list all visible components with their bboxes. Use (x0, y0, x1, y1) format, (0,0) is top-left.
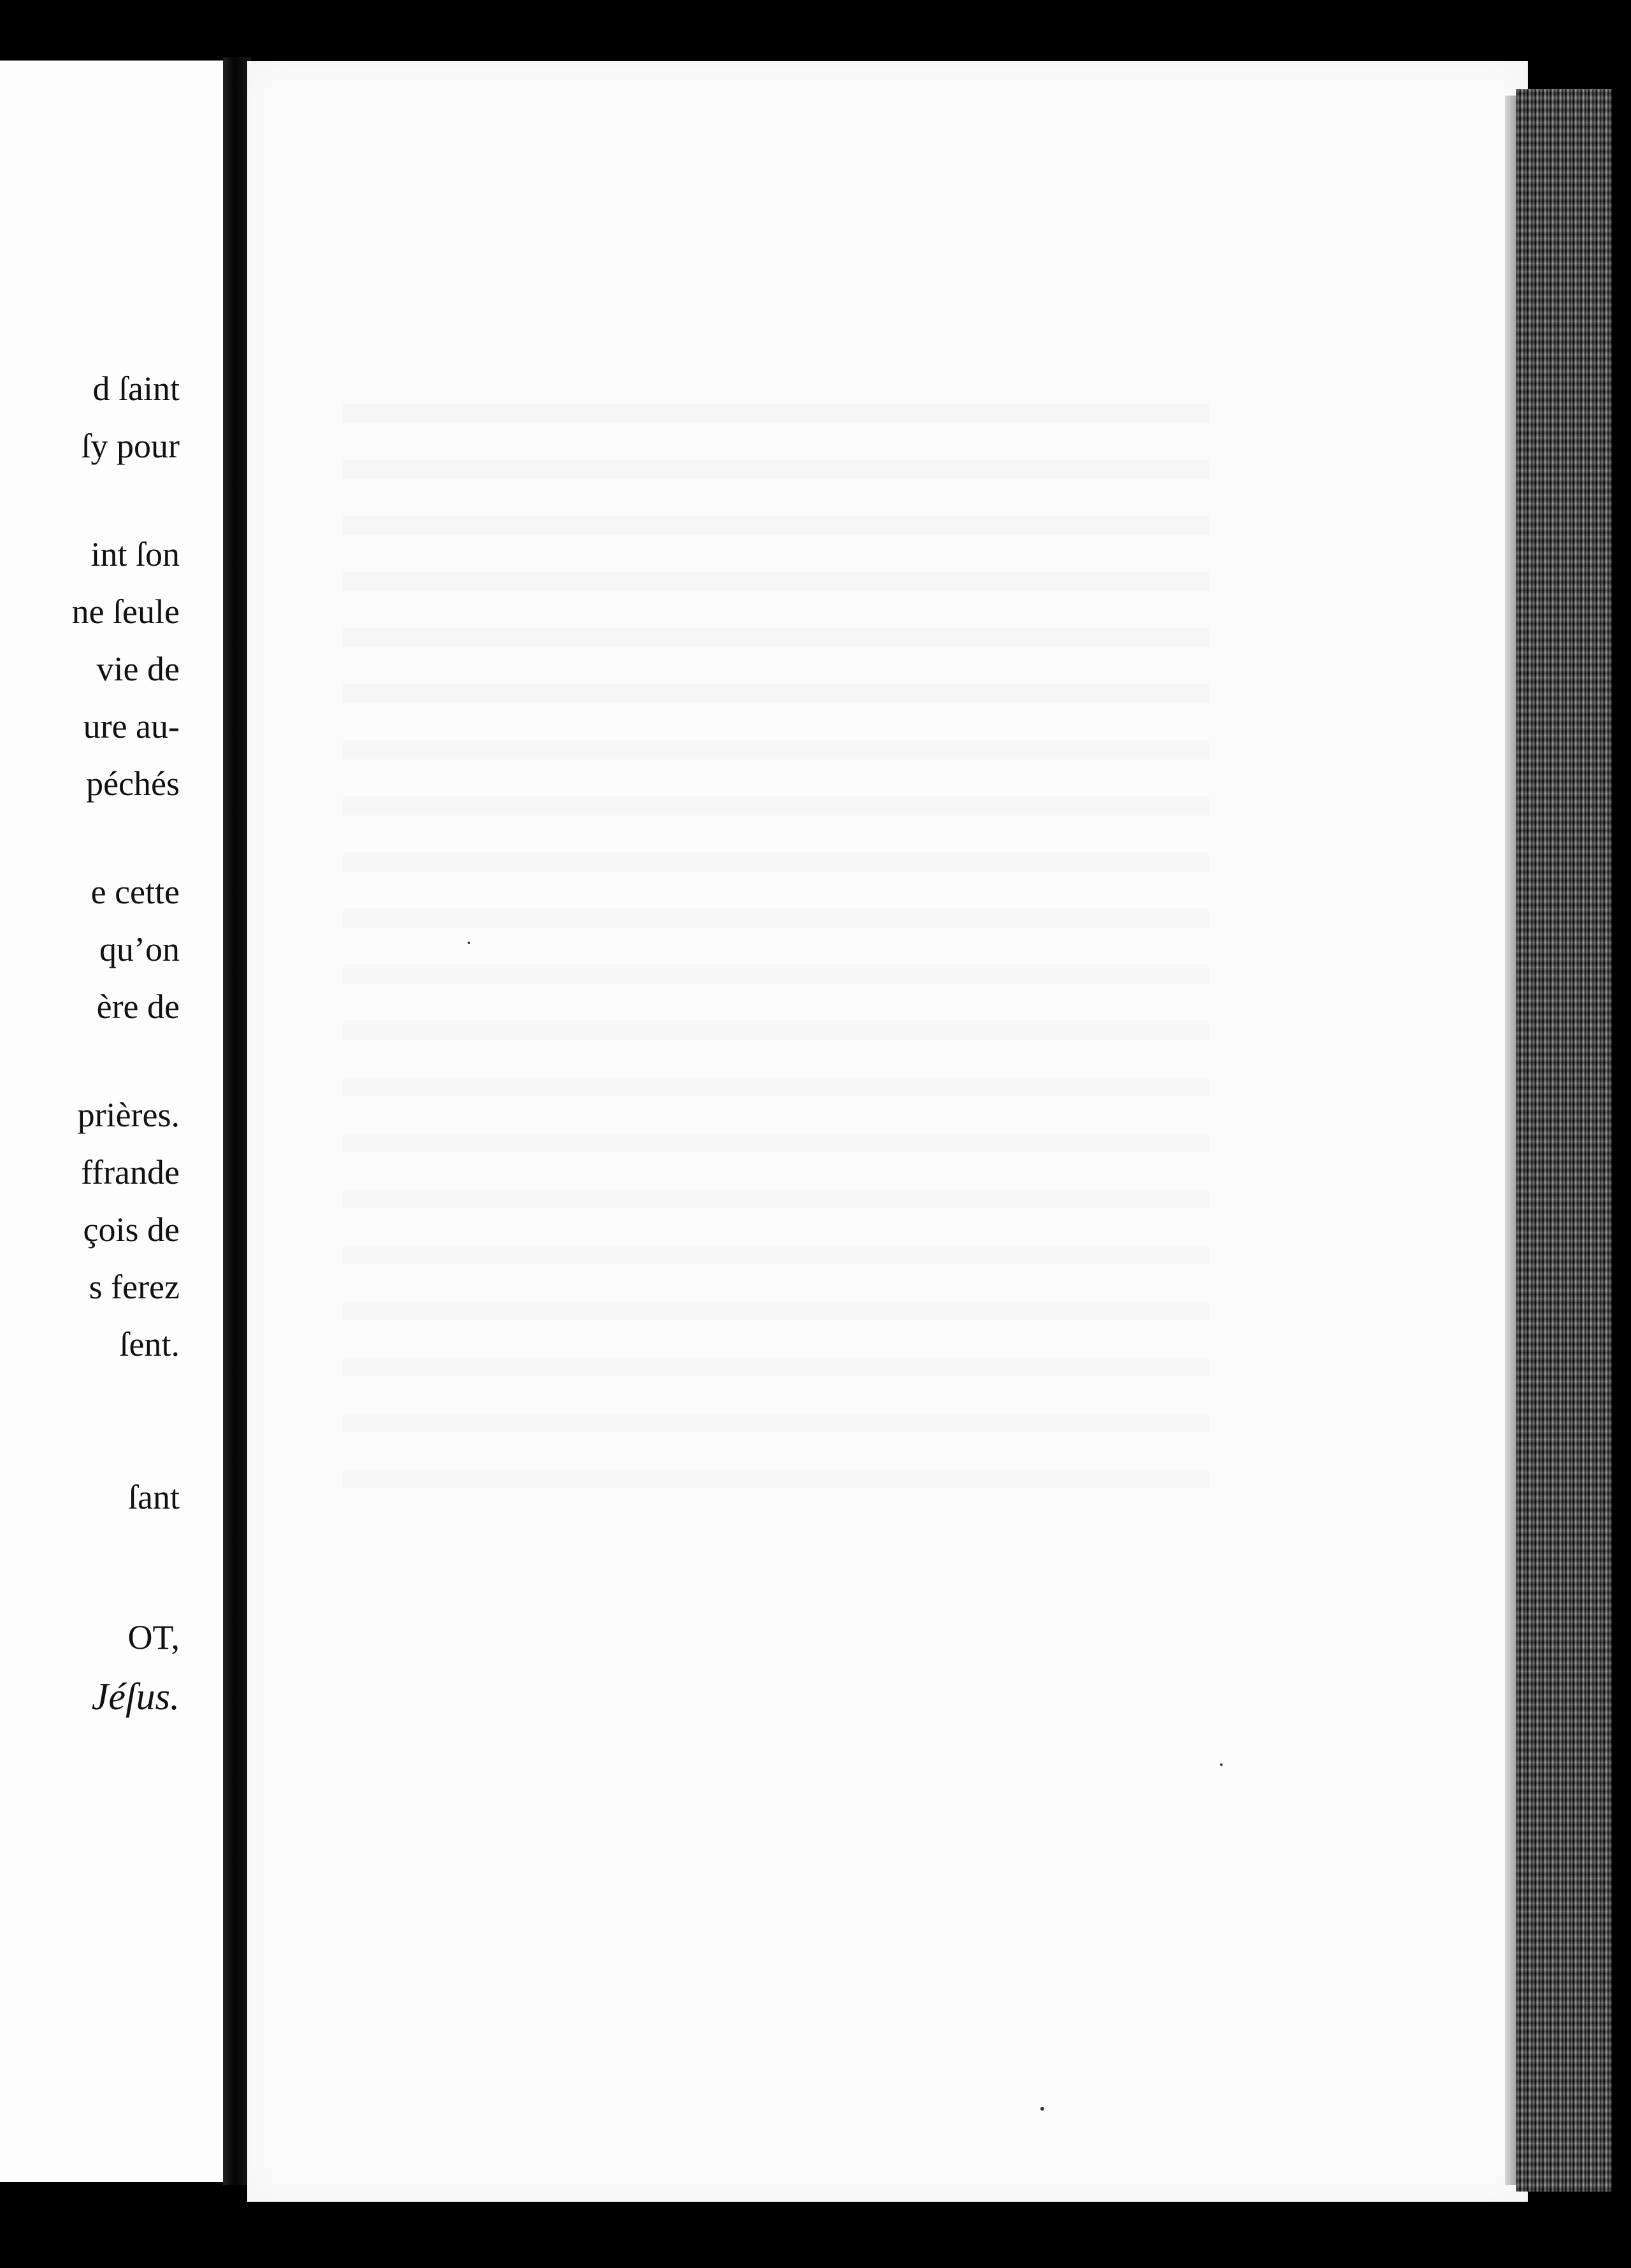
text-line: péchés (86, 764, 180, 803)
text-line: ne ſeule (71, 592, 180, 631)
book-page-edges (1516, 89, 1612, 2192)
text-line-italic: Jéſus. (91, 1676, 180, 1718)
text-line: ſy pour (81, 427, 180, 465)
text-line: e cette (90, 873, 180, 911)
text-line: ère de (96, 987, 180, 1026)
show-through-bleed (343, 367, 1209, 1501)
text-line: ſent. (119, 1325, 180, 1363)
text-line: ure au- (83, 707, 180, 745)
text-line: prières. (77, 1096, 180, 1134)
text-line: s ferez (89, 1268, 180, 1306)
text-line: ſant (128, 1478, 180, 1516)
text-line: int ſon (90, 535, 180, 573)
speck (1040, 2107, 1044, 2111)
speck (1220, 1763, 1223, 1766)
speck (468, 942, 470, 944)
text-line: çois de (83, 1210, 180, 1249)
blank-page (247, 61, 1528, 2202)
text-line: qu’on (99, 930, 180, 968)
text-line: d ſaint (92, 370, 180, 408)
previous-page-fragment (0, 61, 229, 2182)
text-line: OT, (127, 1618, 180, 1656)
text-line: ffrande (81, 1153, 180, 1191)
text-line: vie de (96, 650, 180, 688)
